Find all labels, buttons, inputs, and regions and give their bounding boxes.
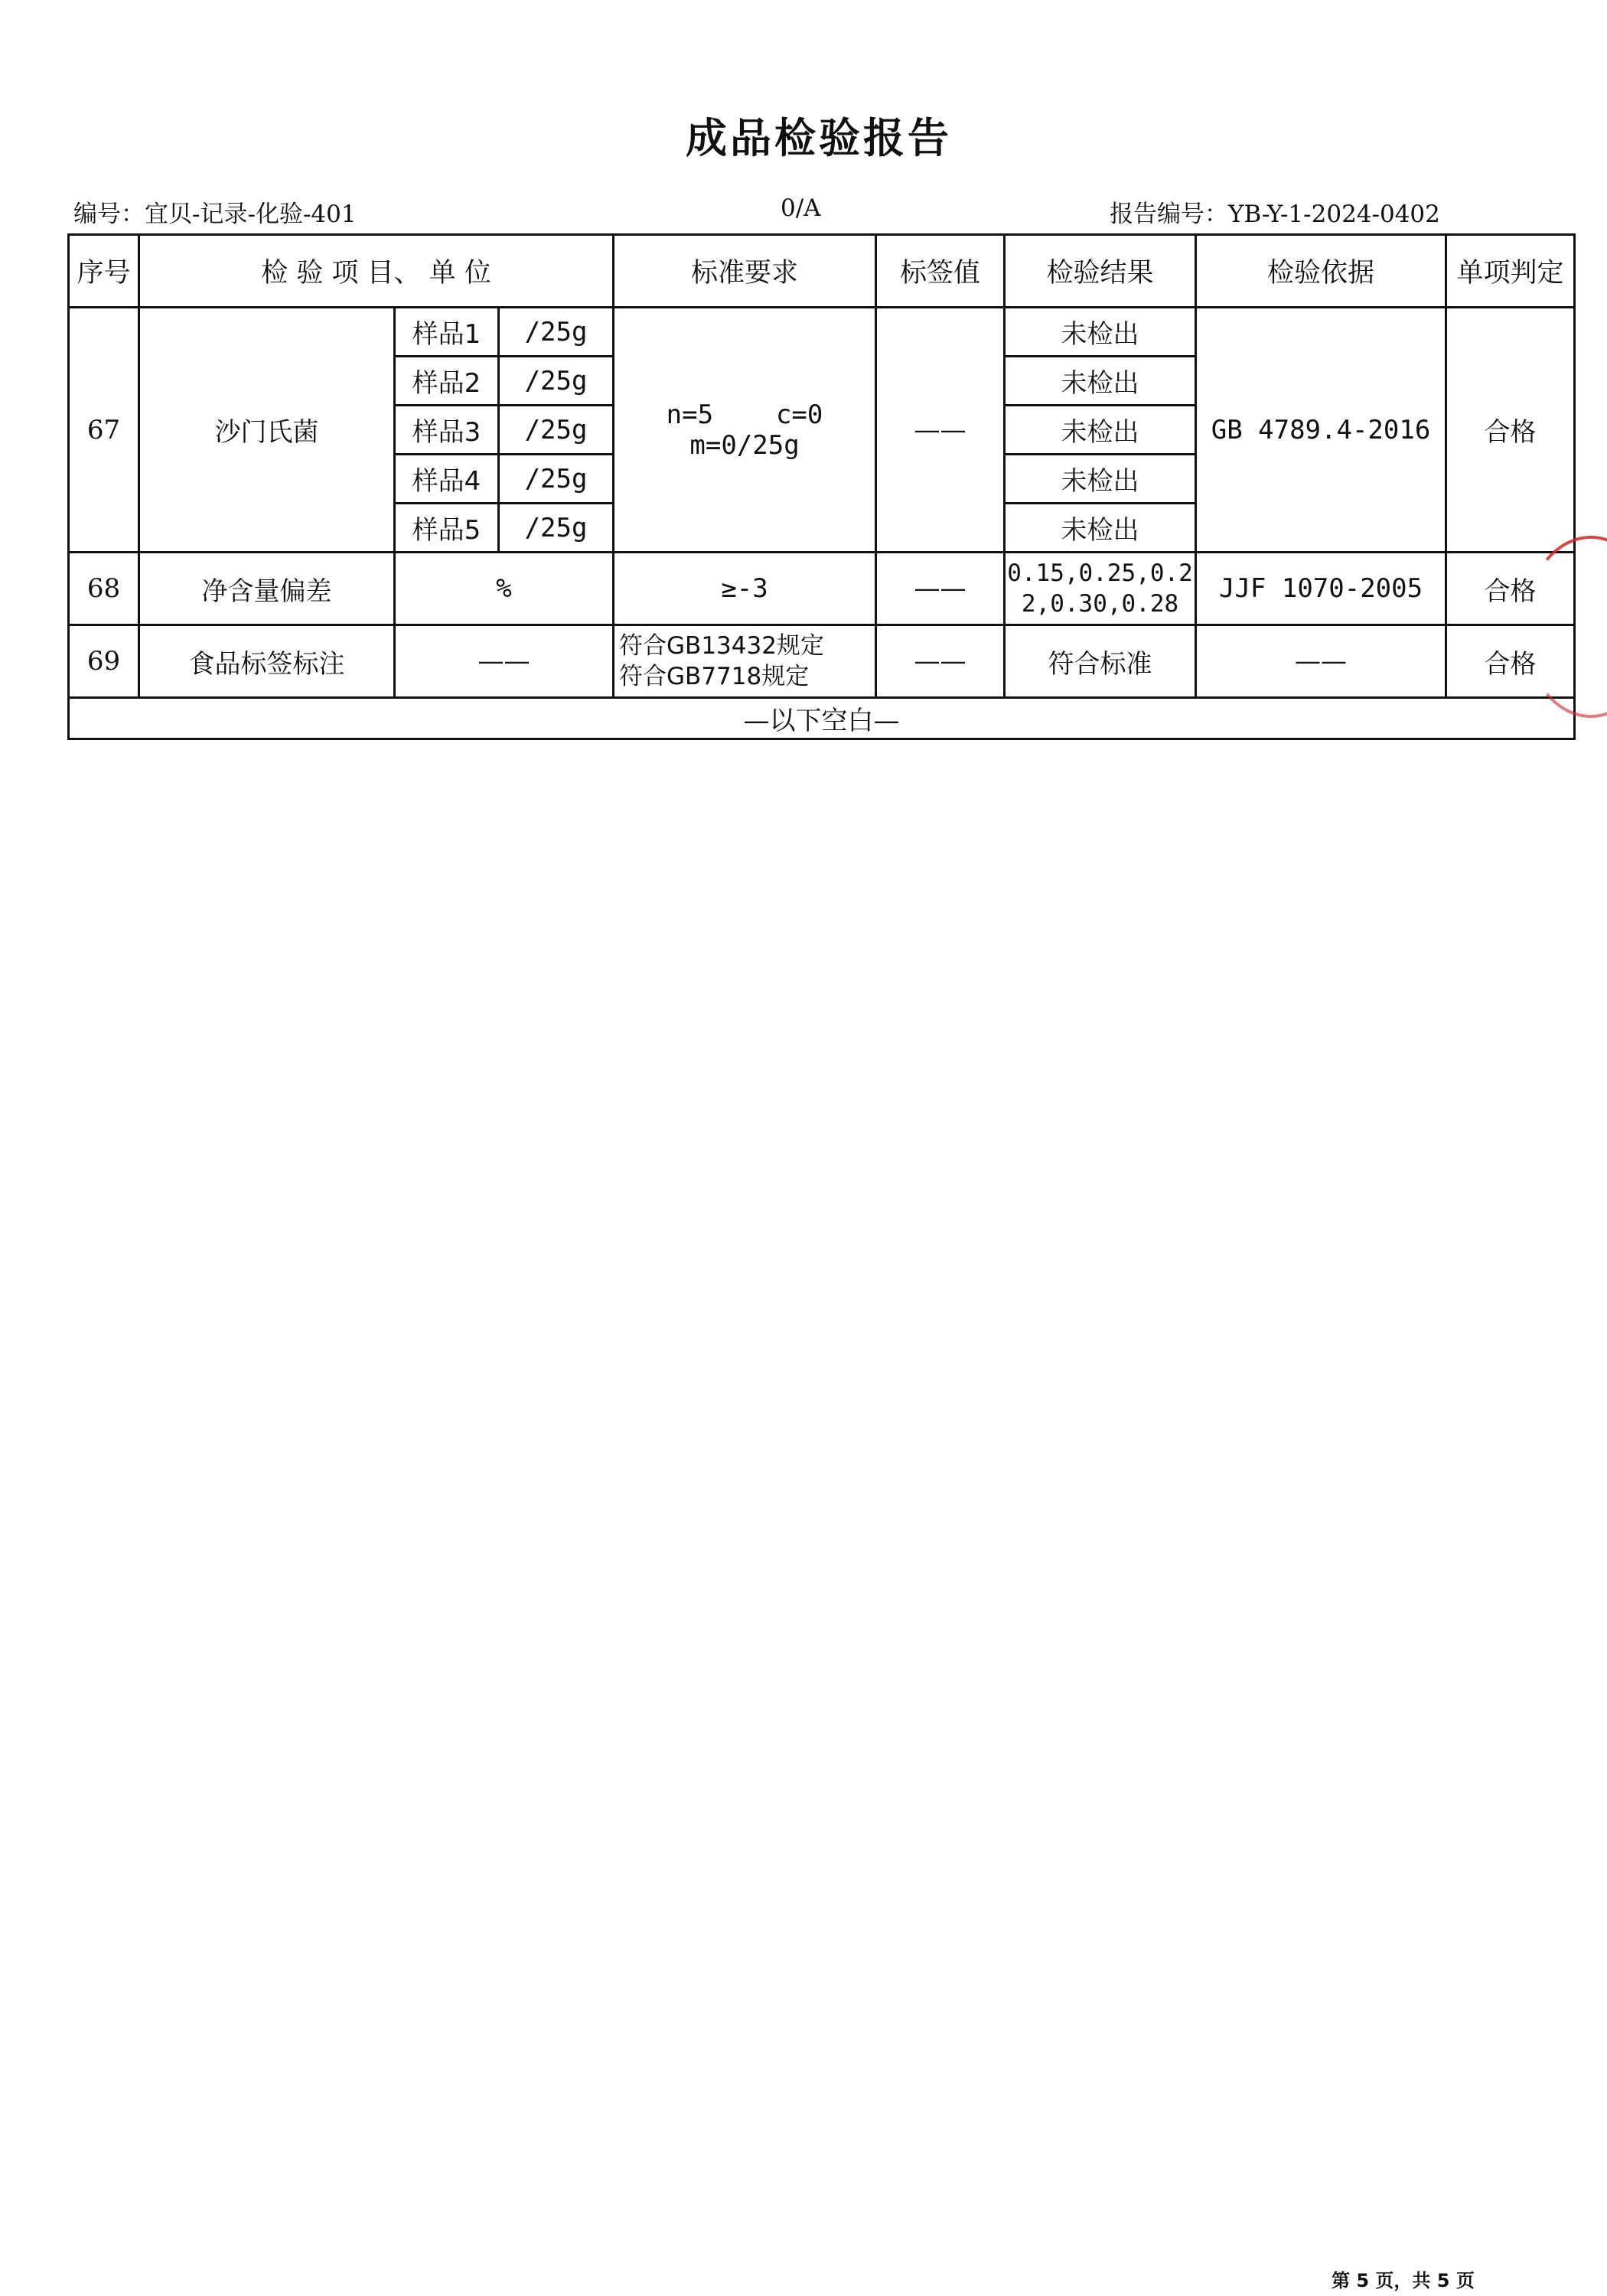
sample-name: 样品4 <box>395 455 499 504</box>
sample-result: 未检出 <box>1005 406 1196 455</box>
document-version: 0/A <box>781 194 821 222</box>
sample-result: 未检出 <box>1005 504 1196 553</box>
sample-name: 样品3 <box>395 406 499 455</box>
sample-unit: /25g <box>499 455 614 504</box>
page-footer: 第 5 页，共 5 页 <box>1332 2270 1475 2291</box>
header-basis: 检验依据 <box>1196 235 1446 308</box>
sample-result: 未检出 <box>1005 308 1196 357</box>
row67-basis: GB 4789.4-2016 <box>1196 308 1446 553</box>
row68-seq: 68 <box>69 553 139 625</box>
sample-unit: /25g <box>499 357 614 406</box>
row69-label-value: —— <box>876 625 1005 698</box>
header-standard: 标准要求 <box>614 235 876 308</box>
row67-standard-line2: m=0/25g <box>689 429 800 461</box>
report-title: 成品检验报告 <box>686 114 952 162</box>
table-row <box>69 553 1575 625</box>
blank-row <box>69 698 1575 739</box>
inspection-table <box>67 233 1576 740</box>
table-row <box>69 625 1575 698</box>
row68-unit: % <box>395 553 614 625</box>
header-item: 检 验 项 目、 单 位 <box>139 235 614 308</box>
sample-unit: /25g <box>499 504 614 553</box>
table-header-row <box>69 235 1575 308</box>
row68-judgement: 合格 <box>1446 553 1575 625</box>
table-row <box>69 308 1575 357</box>
sample-result: 未检出 <box>1005 357 1196 406</box>
row69-result: 符合标准 <box>1005 625 1196 698</box>
row69-standard <box>614 625 876 698</box>
row67-standard <box>614 308 876 553</box>
row67-item: 沙门氏菌 <box>139 308 395 553</box>
row67-label-value: —— <box>876 308 1005 553</box>
row69-standard-line2: 符合GB7718规定 <box>619 663 810 690</box>
row69-seq: 69 <box>69 625 139 698</box>
row68-basis: JJF 1070-2005 <box>1196 553 1446 625</box>
row69-unit: —— <box>395 625 614 698</box>
sample-unit: /25g <box>499 308 614 357</box>
document-code: 编号：宜贝-记录-化验-401 <box>73 201 357 228</box>
row69-item: 食品标签标注 <box>139 625 395 698</box>
sample-result: 未检出 <box>1005 455 1196 504</box>
header-result: 检验结果 <box>1005 235 1196 308</box>
row67-judgement: 合格 <box>1446 308 1575 553</box>
sample-unit: /25g <box>499 406 614 455</box>
row67-seq: 67 <box>69 308 139 553</box>
row69-judgement: 合格 <box>1446 625 1575 698</box>
row68-standard: ≥-3 <box>614 553 876 625</box>
row68-result-line2: 2,0.30,0.28 <box>1021 590 1179 618</box>
sample-name: 样品2 <box>395 357 499 406</box>
report-number: 报告编号：YB-Y-1-2024-0402 <box>1110 201 1440 228</box>
header-judgement: 单项判定 <box>1446 235 1575 308</box>
row69-basis: —— <box>1196 625 1446 698</box>
sample-name: 样品1 <box>395 308 499 357</box>
header-label-value: 标签值 <box>876 235 1005 308</box>
header-seq: 序号 <box>69 235 139 308</box>
row68-label-value: —— <box>876 553 1005 625</box>
row68-result-line1: 0.15,0.25,0.2 <box>1007 559 1193 587</box>
sample-name: 样品5 <box>395 504 499 553</box>
row67-standard-line1: n=5 c=0 <box>666 399 823 430</box>
blank-note: —以下空白— <box>69 698 1575 739</box>
row69-standard-line1: 符合GB13432规定 <box>619 632 824 660</box>
row68-item: 净含量偏差 <box>139 553 395 625</box>
row68-result <box>1005 553 1196 625</box>
